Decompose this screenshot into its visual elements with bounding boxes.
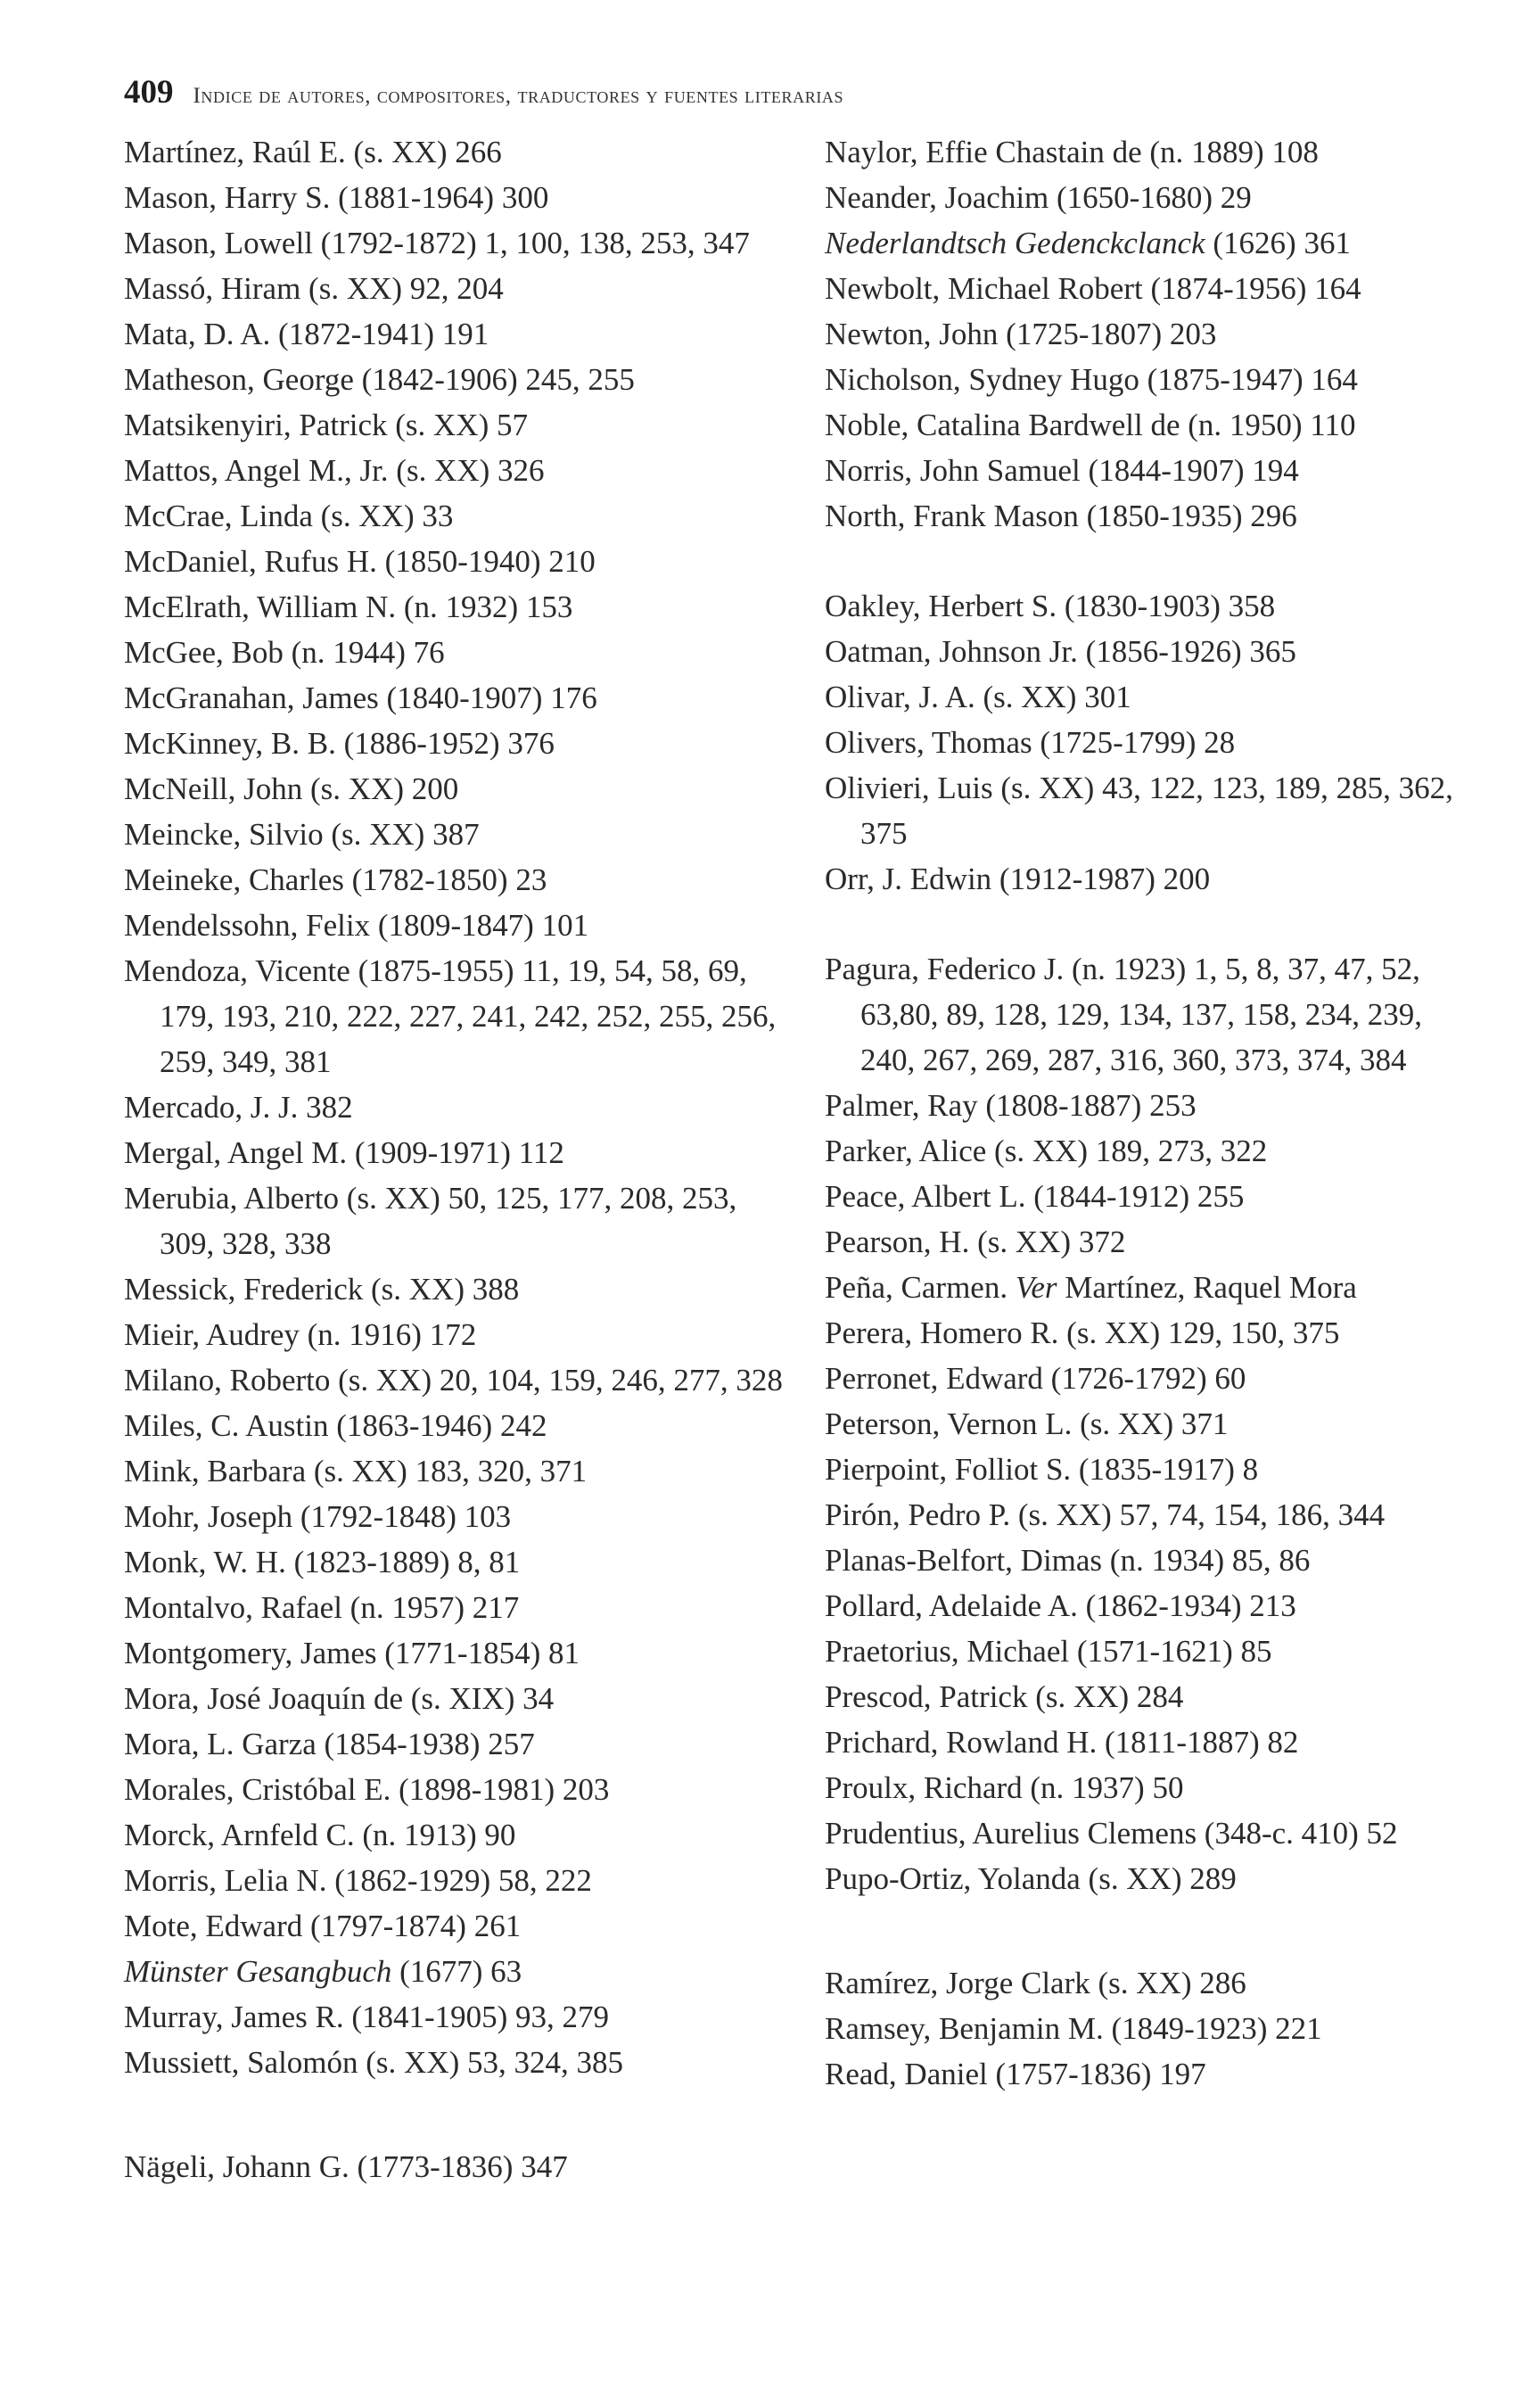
index-entry: Pierpoint, Folliot S. (1835-1917) 8 [825, 1452, 1259, 1487]
index-entry: Mergal, Angel M. (1909-1971) 112 [124, 1135, 564, 1170]
index-entry: Naylor, Effie Chastain de (n. 1889) 108 [825, 135, 1319, 169]
index-entry: Montalvo, Rafael (n. 1957) 217 [124, 1590, 520, 1625]
index-entry: Pirón, Pedro P. (s. XX) 57, 74, 154, 186, 344 [825, 1497, 1386, 1532]
entry-name: Peña, Carmen. [825, 1270, 1016, 1305]
index-entry: Murray, James R. (1841-1905) 93, 279 [124, 2000, 610, 2034]
index-entry: Read, Daniel (1757-1836) 197 [825, 2057, 1206, 2091]
index-entry: Peace, Albert L. (1844-1912) 255 [825, 1179, 1245, 1214]
index-entry: Oakley, Herbert S. (1830-1903) 358 [825, 589, 1276, 623]
page-header [124, 73, 843, 111]
index-entry: Massó, Hiram (s. XX) 92, 204 [124, 271, 504, 306]
index-entry [825, 220, 1476, 266]
index-entry: Mora, José Joaquín de (s. XIX) 34 [124, 1681, 555, 1716]
index-entry: North, Frank Mason (1850-1935) 296 [825, 499, 1297, 533]
index-entry: Parker, Alice (s. XX) 189, 273, 322 [825, 1134, 1268, 1168]
index-entry: Oatman, Johnson Jr. (1856-1926) 365 [825, 634, 1296, 669]
index-entry [124, 1949, 784, 1994]
index-entry: Mendoza, Vicente (1875-1955) 11, 19, 54, 58, 69, 179, 193, 210, 222, 227, 241, 242, 252, 255, 256, 259, 349, 381 [124, 953, 777, 1079]
index-entry: Pupo-Ortiz, Yolanda (s. XX) 289 [825, 1861, 1237, 1896]
index-entry: Newton, John (1725-1807) 203 [825, 317, 1217, 351]
index-entry: Morales, Cristóbal E. (1898-1981) 203 [124, 1772, 610, 1807]
index-entry: Meineke, Charles (1782-1850) 23 [124, 862, 547, 897]
page-number: 409 [124, 74, 174, 111]
index-entry: Mote, Edward (1797-1874) 261 [124, 1909, 522, 1943]
index-entry: Pagura, Federico J. (n. 1923) 1, 5, 8, 37, 47, 52, 63,80, 89, 128, 129, 134, 137, 158, 234, 239, 240, 267, 269, 287, 316, 360, 373, 374, 384 [825, 952, 1422, 1077]
index-entry: Norris, John Samuel (1844-1907) 194 [825, 453, 1299, 488]
letter-group-spacer [825, 902, 1476, 946]
index-entry: Prudentius, Aurelius Clemens (348-c. 410) 52 [825, 1816, 1398, 1851]
index-entry: Pollard, Adelaide A. (1862-1934) 213 [825, 1588, 1296, 1623]
index-entry: Mussiett, Salomón (s. XX) 53, 324, 385 [124, 2045, 623, 2080]
cross-reference-target: Martínez, Raquel Mora [1057, 1270, 1357, 1305]
index-entry: Orr, J. Edwin (1912-1987) 200 [825, 862, 1211, 896]
index-entry: Prichard, Rowland H. (1811-1887) 82 [825, 1725, 1299, 1760]
index-entry: Milano, Roberto (s. XX) 20, 104, 159, 246, 277, 328 [124, 1363, 783, 1398]
index-entry: Perera, Homero R. (s. XX) 129, 150, 375 [825, 1315, 1340, 1350]
index-entry: Nägeli, Johann G. (1773-1836) 347 [124, 2149, 568, 2184]
index-entry: Mattos, Angel M., Jr. (s. XX) 326 [124, 453, 545, 488]
index-entry: Miles, C. Austin (1863-1946) 242 [124, 1408, 547, 1443]
index-entry: Mason, Harry S. (1881-1964) 300 [124, 180, 549, 215]
page-title: Indice de autores, compositores, traductores y fuentes literarias [193, 84, 844, 108]
index-entry: Praetorius, Michael (1571-1621) 85 [825, 1634, 1272, 1669]
index-entry: McNeill, John (s. XX) 200 [124, 771, 459, 806]
index-entry: Ramsey, Benjamin M. (1849-1923) 221 [825, 2011, 1322, 2046]
index-entry: Mason, Lowell (1792-1872) 1, 100, 138, 253, 347 [124, 226, 750, 260]
index-entry: Palmer, Ray (1808-1887) 253 [825, 1088, 1197, 1123]
index-entry: Mink, Barbara (s. XX) 183, 320, 371 [124, 1454, 588, 1489]
index-entry: McGee, Bob (n. 1944) 76 [124, 635, 445, 670]
index-entry: McElrath, William N. (n. 1932) 153 [124, 590, 573, 624]
source-title: Münster Gesangbuch [124, 1954, 392, 1989]
index-entry: McDaniel, Rufus H. (1850-1940) 210 [124, 544, 596, 579]
index-entry: Messick, Frederick (s. XX) 388 [124, 1272, 520, 1307]
entry-details: (1677) 63 [391, 1954, 522, 1989]
index-entry: Morris, Lelia N. (1862-1929) 58, 222 [124, 1863, 592, 1898]
index-entry: Olivar, J. A. (s. XX) 301 [825, 680, 1131, 714]
index-entry: Planas-Belfort, Dimas (n. 1934) 85, 86 [825, 1543, 1311, 1578]
index-entry: Martínez, Raúl E. (s. XX) 266 [124, 135, 502, 169]
index-entry: Newbolt, Michael Robert (1874-1956) 164 [825, 271, 1361, 306]
index-entry: McCrae, Linda (s. XX) 33 [124, 499, 454, 533]
index-entry: Montgomery, James (1771-1854) 81 [124, 1636, 580, 1670]
index-entry: Neander, Joachim (1650-1680) 29 [825, 180, 1252, 215]
index-entry: Peterson, Vernon L. (s. XX) 371 [825, 1406, 1229, 1441]
index-entry: Morck, Arnfeld C. (n. 1913) 90 [124, 1818, 516, 1852]
index-entry: Ramírez, Jorge Clark (s. XX) 286 [825, 1966, 1246, 2000]
index-entry: Mendelssohn, Felix (1809-1847) 101 [124, 908, 589, 943]
index-entry: Meincke, Silvio (s. XX) 387 [124, 817, 480, 852]
index-entry: Pearson, H. (s. XX) 372 [825, 1225, 1126, 1259]
index-entry [825, 1265, 1476, 1310]
letter-group-spacer [825, 539, 1476, 583]
index-entry: Mercado, J. J. 382 [124, 1090, 353, 1125]
index-entry: Mohr, Joseph (1792-1848) 103 [124, 1499, 512, 1534]
index-entry: Merubia, Alberto (s. XX) 50, 125, 177, 208, 253, 309, 328, 338 [124, 1181, 737, 1261]
index-entry: Monk, W. H. (1823-1889) 8, 81 [124, 1545, 521, 1579]
entry-details: (1626) 361 [1205, 226, 1351, 260]
left-column [124, 129, 784, 2189]
index-entry: Olivieri, Luis (s. XX) 43, 122, 123, 189, 285, 362, 375 [825, 771, 1453, 851]
index-entry: Mata, D. A. (1872-1941) 191 [124, 317, 489, 351]
index-entry: Matsikenyiri, Patrick (s. XX) 57 [124, 408, 528, 442]
index-entry: Prescod, Patrick (s. XX) 284 [825, 1679, 1184, 1714]
letter-group-spacer [124, 2085, 784, 2144]
index-entry: Proulx, Richard (n. 1937) 50 [825, 1770, 1184, 1805]
letter-group-spacer [825, 1901, 1476, 1960]
index-entry: Mora, L. Garza (1854-1938) 257 [124, 1727, 535, 1761]
cross-reference-label: Ver [1015, 1270, 1057, 1305]
source-title: Nederlandtsch Gedenckclanck [825, 226, 1205, 260]
index-entry: Matheson, George (1842-1906) 245, 255 [124, 362, 635, 397]
index-entry: Mieir, Audrey (n. 1916) 172 [124, 1317, 477, 1352]
index-entry: McKinney, B. B. (1886-1952) 376 [124, 726, 555, 761]
index-entry: Perronet, Edward (1726-1792) 60 [825, 1361, 1246, 1396]
index-entry: Noble, Catalina Bardwell de (n. 1950) 110 [825, 408, 1356, 442]
index-entry: Nicholson, Sydney Hugo (1875-1947) 164 [825, 362, 1358, 397]
index-entry: McGranahan, James (1840-1907) 176 [124, 680, 597, 715]
right-column [825, 129, 1476, 2097]
index-entry: Olivers, Thomas (1725-1799) 28 [825, 725, 1236, 760]
